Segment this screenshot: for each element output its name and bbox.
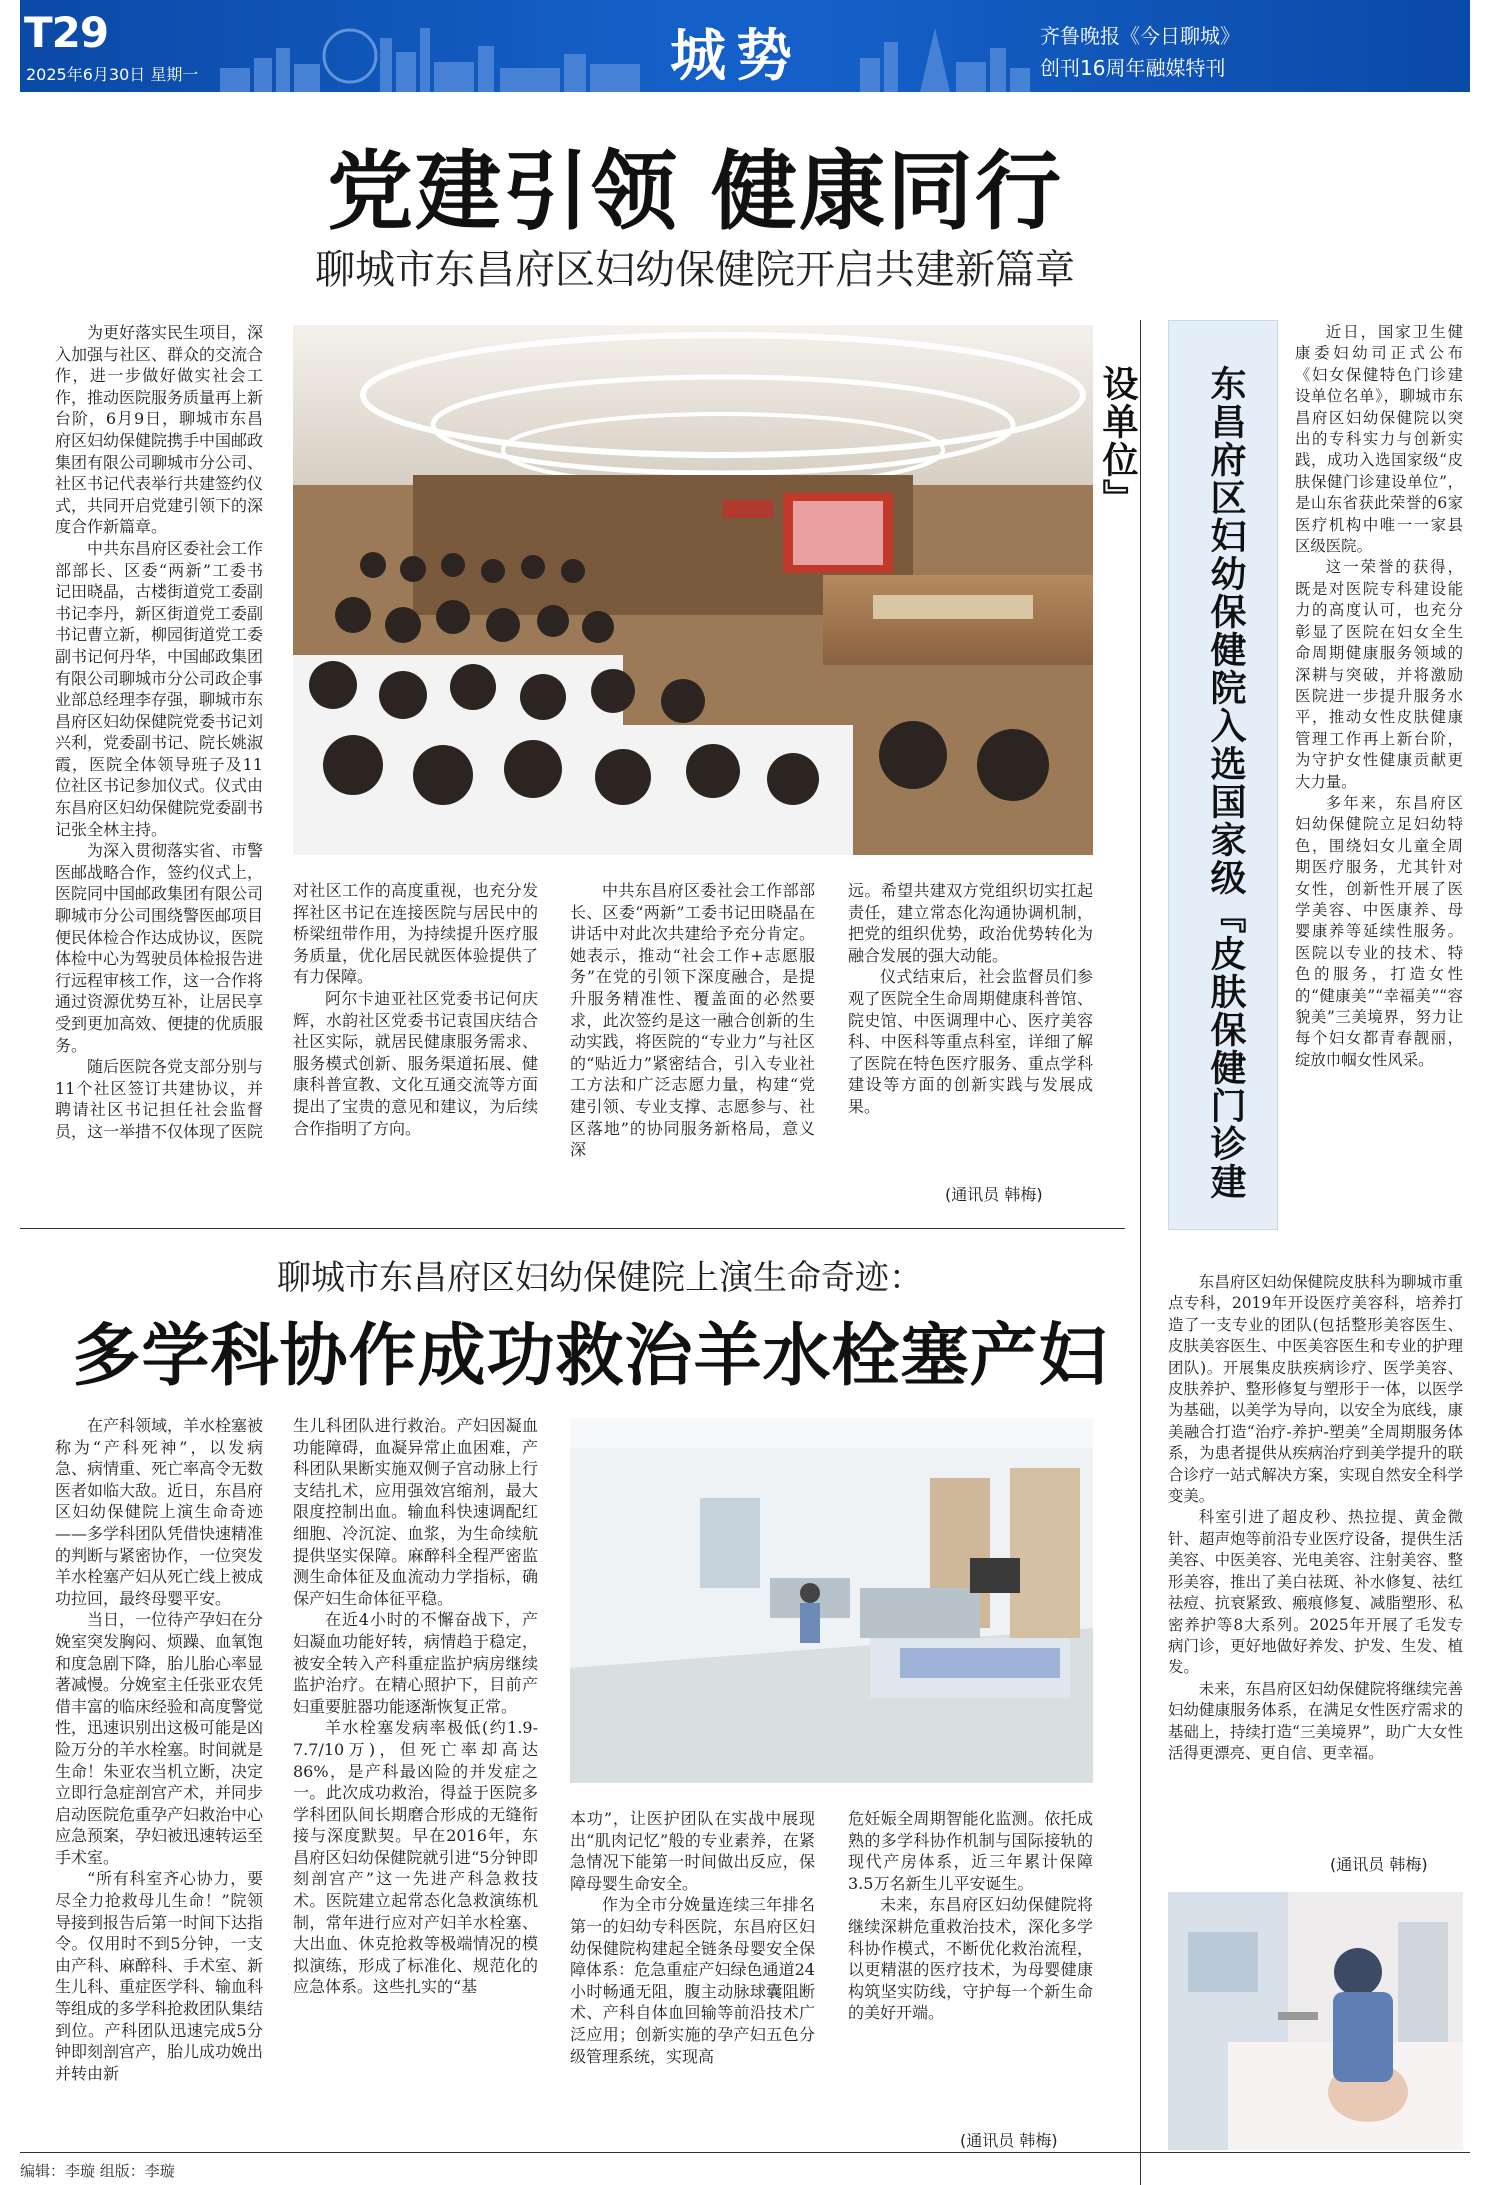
paragraph: 阿尔卡迪亚社区党委书记何庆辉，水韵社区党委书记袁国庆结合社区实际，就居民健康服务需求、服务模式创新、服务渠道拓展、健康科普宣教、文化互通交流等方面提出了宝贵的意见和建议，为后续合作指明了方向。 <box>293 988 538 1138</box>
article3-vertical-title: 东昌府区妇幼保健院入选国家级『皮肤保健门诊建设单位』 <box>1097 365 1246 1201</box>
paragraph: 对社区工作的高度重视，也充分发挥社区书记在连接医院与居民中的桥梁纽带作用，为持续提升医疗服务质量，优化居民就医体验提供了有力保障。 <box>293 881 538 987</box>
article3-wide-column <box>1168 1272 1463 1764</box>
paragraph: 仪式结束后，社会监督员们参观了医院全生命周期健康科普馆、院史馆、中医调理中心、医疗美容科、中医科等重点科室，详细了解了医院在特色医疗服务、重点学科建设等方面的创新实践与发展成果。 <box>848 967 1093 1116</box>
paragraph: 远。希望共建双方党组织切实扛起责任，建立常态化沟通协调机制，把党的组织优势，政治优势转化为融合发展的强大动能。 <box>848 881 1093 965</box>
paragraph: 为更好落实民生项目，深入加强与社区、群众的交流合作，进一步做好做实社会工作，推动医院服务质量再上新台阶，6月9日，聊城市东昌府区妇幼保健院携手中国邮政集团有限公司聊城市分公司、社区书记代表举行共建签约仪式，共同开启党建引领下的深度合作新篇章。 <box>55 323 264 537</box>
article1-column-1 <box>55 322 263 1143</box>
paragraph: 科室引进了超皮秒、热拉提、黄金微针、超声炮等前沿专业医疗设备，提供生活美容、中医美容、光电美容、注射美容、整形美容，推出了美白祛斑、补水修复、祛红祛痘、抗衰紧致、瘢痕修复、减脂塑形、私密养护等8大系列。2025年开展了毛发专病门诊，更好地做好养发、护发、生发、植发。 <box>1168 1508 1463 1677</box>
section-title: 城势 <box>670 24 802 89</box>
page-footer-credits: 编辑：李璇 组版：李璇 <box>20 2162 175 2180</box>
article1-column-3 <box>570 880 815 1161</box>
article2-column-4 <box>848 1808 1093 2024</box>
article2-column-1 <box>55 1415 263 2084</box>
article2-kicker: 聊城市东昌府区妇幼保健院上演生命奇迹： <box>277 1258 923 1298</box>
paragraph: 危妊娠全周期智能化监测。依托成熟的多学科协作机制与国际接轨的现代产房体系，近三年累计保障3.5万名新生儿平安诞生。 <box>848 1809 1093 1893</box>
hospital-ward-photo <box>570 1418 1093 1783</box>
city-skyline-graphic <box>220 18 640 92</box>
article1-subheadline: 聊城市东昌府区妇幼保健院开启共建新篇章 <box>315 247 1075 293</box>
article2-column-3 <box>570 1808 815 2067</box>
city-skyline-graphic-right <box>860 18 1030 92</box>
footer-divider <box>20 2152 1470 2153</box>
paragraph: 中共东昌府区委社会工作部部长、区委“两新”工委书记田晓晶，古楼街道党工委副书记李丹，新区街道党工委副书记曹立新，柳园街道党工委副书记何丹华，中国邮政集团有限公司聊城市分公司政企事业部总经理李存强，聊城市东昌府区妇幼保健院党委书记刘兴利，党委副书记、院长姚淑霞，医院全体领导班子及11位社区书记参加仪式。仪式由东昌府区妇幼保健院党委副书记张全林主持。 <box>55 538 264 839</box>
page-number: T29 <box>24 8 109 57</box>
article2-column-2 <box>293 1415 538 1998</box>
article1-byline: (通讯员 韩梅) <box>945 1185 1043 1204</box>
article3-byline: (通讯员 韩梅) <box>1330 1855 1428 1874</box>
brand-line-2: 创刊16周年融媒特刊 <box>1040 56 1226 80</box>
paragraph: 未来，东昌府区妇幼保健院将继续深耕危重救治技术，深化多学科协作模式，不断优化救治流程，以更精湛的医疗技术，为母婴健康构筑坚实防线，守护每一个新生命的美好开端。 <box>848 1895 1093 2023</box>
paragraph: 这一荣誉的获得，既是对医院专科建设能力的高度认可，也充分彰显了医院在妇女全生命周期健康服务领域的深耕与突破，并将激励医院进一步提升服务水平，推动女性皮肤健康管理工作再上新台阶，为守护女性健康贡献更大力量。 <box>1295 558 1463 791</box>
article2-headline: 多学科协作成功救治羊水栓塞产妇 <box>72 1316 1108 1396</box>
paragraph: 随后医院各党支部分别与11个社区签订共建协议，并聘请社区书记担任社会监督员，这一举措不仅体现了医院 <box>55 1057 264 1141</box>
skincare-treatment-photo <box>1168 1892 1463 2150</box>
paragraph: 在产科领域，羊水栓塞被称为“产科死神”，以发病急、病情重、死亡率高令无数医者如临大敌。近日，东昌府区妇幼保健院上演生命奇迹——多学科团队凭借快速精准的判断与紧密协作，一位突发羊水栓塞产妇从死亡线上被成功拉回，最终母婴平安。 <box>55 1416 264 1608</box>
article2-byline: (通讯员 韩梅) <box>960 2131 1058 2150</box>
article3-title-box <box>1097 320 1278 1230</box>
article1-column-2 <box>293 880 538 1139</box>
paragraph: 生儿科团队进行救治。产妇因凝血功能障碍，血凝异常止血困难，产科团队果断实施双侧子宫动脉上行支结扎术，应用强效宫缩剂，最大限度控制出血。输血科快速调配红细胞、冷沉淀、血浆，为生命续航提供坚实保障。麻醉科全程严密监测生命体征及血流动力学指标，确保产妇生命体征平稳。 <box>293 1416 538 1608</box>
conference-hall-photo <box>293 325 1093 855</box>
article1-column-4 <box>848 880 1093 1118</box>
paragraph: 近日，国家卫生健康委妇幼司正式公布《妇女保健特色门诊建设单位名单》，聊城市东昌府区妇幼保健院以突出的专科实力与创新实践，成功入选国家级“皮肤保健门诊建设单位”，是山东省获此荣誉的6家医疗机构中唯一一家县区级医院。 <box>1295 323 1463 556</box>
paragraph: 未来，东昌府区妇幼保健院将继续完善妇幼健康服务体系，在满足女性医疗需求的基础上，持续打造“三美境界”，助广大女性活得更漂亮、更自信、更幸福。 <box>1168 1679 1463 1762</box>
paragraph: 多年来，东昌府区妇幼保健院立足妇幼特色，围绕妇女儿童全周期医疗服务，尤其针对女性，创新性开展了医学美容、中医康养、母婴康养等延续性服务。医院以专业的技术、特色的服务，打造女性的“健康美”“幸福美”“容貌美”三美境界，努力让每个妇女都青春靓丽，绽放巾帼女性风采。 <box>1295 793 1463 1069</box>
paragraph: “所有科室齐心协力，要尽全力抢救母儿生命！”院领导接到报告后第一时间下达指令。仅用时不到5分钟，一支由产科、麻醉科、手术室、新生儿科、重症医学科、输血科等组成的多学科抢救团队集结到位。产科团队迅速完成5分钟即刻剖宫产，胎儿成功娩出并转由新 <box>55 1869 264 2083</box>
paragraph: 本功”，让医护团队在实战中展现出“肌肉记忆”般的专业素养，在紧急情况下能第一时间做出反应，保障母婴生命安全。 <box>570 1809 815 1893</box>
paragraph: 为深入贯彻落实省、市警医邮战略合作，签约仪式上，医院同中国邮政集团有限公司聊城市分公司围绕警医邮项目便民体检合作达成协议，医院体检中心为驾驶员体检报告进行远程审核工作，这一合作将通过资源优势互补，让居民享受到更加高效、便捷的优质服务。 <box>55 841 264 1055</box>
paragraph: 在近4小时的不懈奋战下，产妇凝血功能好转，病情趋于稳定，被安全转入产科重症监护病房继续监护治疗。在精心照护下，目前产妇重要脏器功能逐渐恢复正常。 <box>293 1610 538 1716</box>
paragraph: 作为全市分娩量连续三年排名第一的妇幼专科医院，东昌府区妇幼保健院构建起全链条母婴安全保障体系：危急重症产妇绿色通道24小时畅通无阻，腹主动脉球囊阻断术、产科自体血回输等前沿技术广泛应用；创新实施的孕产妇五色分级管理系统，实现高 <box>570 1895 815 2066</box>
column-divider <box>1140 320 1141 2185</box>
brand-line-1: 齐鲁晚报《今日聊城》 <box>1040 24 1240 48</box>
paragraph: 当日，一位待产孕妇在分娩室突发胸闷、烦躁、血氧饱和度急剧下降，胎儿胎心率显著减慢。分娩室主任张亚农凭借丰富的临床经验和高度警觉性，迅速识别出这极可能是凶险万分的羊水栓塞。时间就是生命！朱亚农当机立断，决定立即行急症剖宫产术，并同步启动医院危重孕产妇救治中心应急预案，孕妇被迅速转运至手术室。 <box>55 1610 264 1867</box>
article1-headline: 党建引领 健康同行 <box>327 141 1063 242</box>
paragraph: 中共东昌府区委社会工作部部长、区委“两新”工委书记田晓晶在讲话中对此次共建给予充分肯定。她表示，推动“社会工作+志愿服务”在党的引领下深度融合，是提升服务精准性、覆盖面的必然要求，此次签约是这一融合创新的生动实践，将医院的“专业力”与社区的“贴近力”紧密结合，引入专业社工方法和广泛志愿力量，构建“党建引领、专业支撑、志愿参与、社区落地”的协同服务新格局，意义深 <box>570 881 815 1160</box>
masthead <box>20 0 1470 92</box>
article3-narrow-column <box>1295 322 1463 1071</box>
issue-date: 2025年6月30日 星期一 <box>26 65 199 84</box>
paragraph: 东昌府区妇幼保健院皮肤科为聊城市重点专科，2019年开设医疗美容科，培养打造了一支专业的团队(包括整形美容医生、皮肤美容医生、中医美容医生和专业的护理团队)。开展集皮肤疾病诊疗、医学美容、皮肤养护、整形修复与塑形于一体，以医学为基础，以美学为导向，以安全为底线，康美融合打造“治疗-养护-塑美”全周期服务体系，为患者提供从疾病治疗到美学提升的联合诊疗一站式解决方案，实现自然安全科学变美。 <box>1168 1273 1463 1506</box>
paragraph: 羊水栓塞发病率极低(约1.9-7.7/10万)，但死亡率却高达86%，是产科最凶险的并发症之一。此次成功救治，得益于医院多学科团队间长期磨合形成的无缝衔接与深度默契。早在2016年，东昌府区妇幼保健院就引进“5分钟即刻剖宫产”这一先进产科急救技术。医院建立起常态化急救演练机制，常年进行应对产妇羊水栓塞、大出血、休克抢救等极端情况的模拟演练，形成了标准化、规范化的应急体系。这些扎实的“基 <box>293 1718 538 1997</box>
section-divider <box>20 1228 1125 1229</box>
